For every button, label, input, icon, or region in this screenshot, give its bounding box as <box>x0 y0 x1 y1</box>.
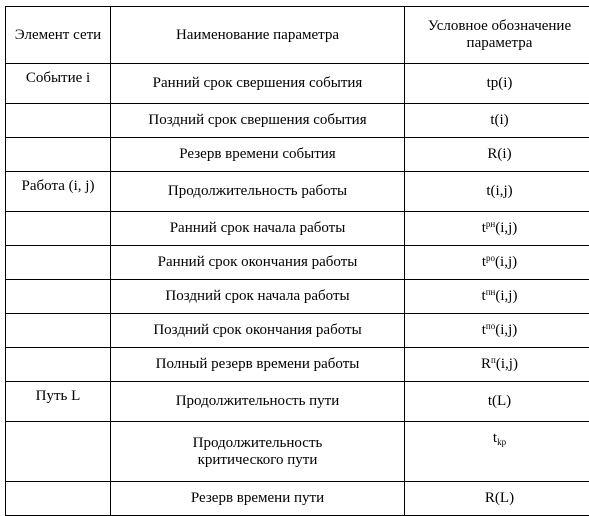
cell-element <box>6 138 111 172</box>
cell-symbol <box>405 172 589 212</box>
cell-element <box>6 246 111 280</box>
cell-element: Путь L <box>6 382 111 422</box>
symbol-base: R(L) <box>485 490 514 506</box>
cell-symbol <box>405 64 589 104</box>
symbol-base: tp(i) <box>487 75 513 91</box>
cell-parameter-name: Резерв времени события <box>111 138 405 172</box>
cell-parameter-name: Ранний срок начала работы <box>111 212 405 246</box>
symbol-superscript: п <box>491 355 496 365</box>
symbol-base: t <box>493 430 497 446</box>
cell-symbol <box>405 422 589 482</box>
symbol-arguments: (i,j) <box>495 254 517 270</box>
cell-parameter-name: Продолжительность работы <box>111 172 405 212</box>
cell-element <box>6 212 111 246</box>
cell-element <box>6 314 111 348</box>
cell-element: Событие i <box>6 64 111 104</box>
symbol-superscript: по <box>486 321 495 331</box>
table-row <box>6 348 589 382</box>
cell-symbol <box>405 138 589 172</box>
table-row <box>6 64 589 104</box>
cell-parameter-name: Резерв времени пути <box>111 482 405 516</box>
symbol-base: t(i,j) <box>486 183 512 199</box>
parameters-table-body <box>6 7 589 516</box>
header-symbol: Условное обозначение параметра <box>405 7 589 64</box>
cell-symbol <box>405 382 589 422</box>
symbol-superscript: ро <box>486 253 495 263</box>
symbol-superscript: пн <box>486 287 496 297</box>
symbol-base: t <box>482 220 486 236</box>
cell-parameter-name: Продолжительность критического пути <box>111 422 405 482</box>
table-row <box>6 382 589 422</box>
cell-element <box>6 104 111 138</box>
cell-element <box>6 422 111 482</box>
symbol-superscript: рн <box>486 219 495 229</box>
table-row <box>6 138 589 172</box>
cell-parameter-name: Поздний срок начала работы <box>111 280 405 314</box>
symbol-base: R <box>481 356 491 372</box>
cell-symbol <box>405 482 589 516</box>
cell-parameter-name: Поздний срок свершения события <box>111 104 405 138</box>
cell-symbol <box>405 104 589 138</box>
symbol-base: t <box>482 254 486 270</box>
table-row <box>6 172 589 212</box>
cell-element: Работа (i, j) <box>6 172 111 212</box>
cell-parameter-name: Продолжительность пути <box>111 382 405 422</box>
cell-symbol <box>405 212 589 246</box>
header-element: Элемент сети <box>6 7 111 64</box>
cell-symbol <box>405 246 589 280</box>
cell-parameter-name: Полный резерв времени работы <box>111 348 405 382</box>
cell-symbol <box>405 280 589 314</box>
symbol-arguments: (i,j) <box>496 356 518 372</box>
cell-element <box>6 482 111 516</box>
symbol-base: R(i) <box>487 146 511 162</box>
table-row <box>6 422 589 482</box>
table-row <box>6 104 589 138</box>
header-name: Наименование параметра <box>111 7 405 64</box>
cell-symbol <box>405 348 589 382</box>
symbol-base: t(L) <box>488 393 511 409</box>
cell-parameter-name: Поздний срок окончания работы <box>111 314 405 348</box>
symbol-arguments: (i,j) <box>495 288 517 304</box>
symbol-arguments: (i,j) <box>495 220 517 236</box>
symbol-arguments: (i,j) <box>495 322 517 338</box>
symbol-base: t(i) <box>490 112 508 128</box>
symbol-subscript: kp <box>497 437 506 447</box>
table-row <box>6 280 589 314</box>
cell-parameter-name: Ранний срок свершения события <box>111 64 405 104</box>
table-row <box>6 314 589 348</box>
cell-element <box>6 280 111 314</box>
cell-element <box>6 348 111 382</box>
table-row <box>6 246 589 280</box>
cell-parameter-name: Ранний срок окончания работы <box>111 246 405 280</box>
table-row <box>6 212 589 246</box>
parameters-table <box>5 6 589 516</box>
cell-symbol <box>405 314 589 348</box>
symbol-base: t <box>482 322 486 338</box>
table-row <box>6 482 589 516</box>
symbol-base: t <box>482 288 486 304</box>
table-header-row <box>6 7 589 64</box>
